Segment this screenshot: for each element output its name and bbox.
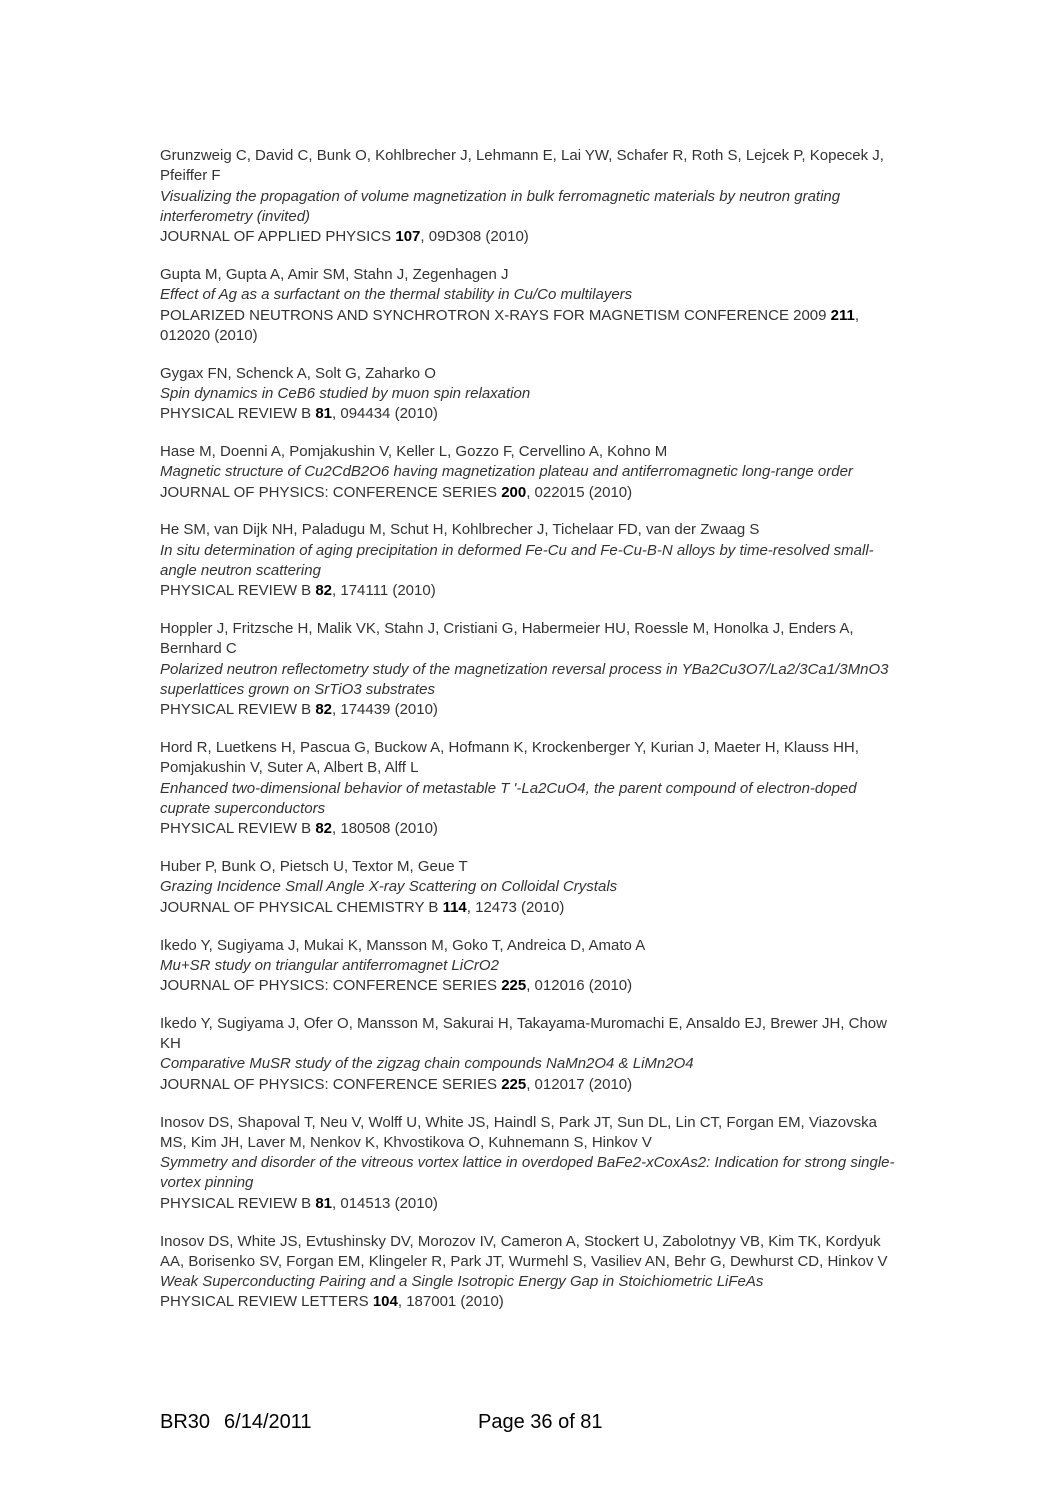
reference-pages-year: , 094434 (2010) (332, 405, 438, 423)
reference-journal: PHYSICAL REVIEW LETTERS (160, 1293, 369, 1311)
reference-entry (160, 738, 905, 839)
reference-pages-year: , 187001 (2010) (397, 1293, 504, 1311)
reference-title: Magnetic structure of Cu2CdB2O6 having magnetization plateau and antiferromagnetic long-range order (160, 463, 853, 481)
reference-authors: Ikedo Y, Sugiyama J, Ofer O, Mansson M, Sakurai H, Takayama-Muromachi E, Ansaldo EJ, Brewer JH, Chow KH (160, 1014, 887, 1053)
reference-title: Enhanced two-dimensional behavior of metastable T '-La2CuO4, the parent compound of electron-doped cuprate superconductors (160, 779, 857, 818)
reference-citation (160, 1194, 905, 1214)
reference-citation (160, 581, 905, 601)
reference-journal: PHYSICAL REVIEW B (160, 405, 312, 423)
reference-entry (160, 146, 905, 247)
reference-authors: Hase M, Doenni A, Pomjakushin V, Keller L, Gozzo F, Cervellino A, Kohno M (160, 443, 668, 461)
reference-authors: Inosov DS, Shapoval T, Neu V, Wolff U, White JS, Haindl S, Park JT, Sun DL, Lin CT, Forgan EM, Viazovska MS, Kim JH, Laver M, Nenkov K, Khvostikova O, Kuhnemann S, Hinkov V (160, 1113, 877, 1151)
reference-entry (160, 1232, 905, 1313)
page-footer (160, 1411, 905, 1437)
reference-journal: JOURNAL OF PHYSICAL CHEMISTRY B (160, 898, 439, 916)
reference-authors: Gygax FN, Schenck A, Solt G, Zaharko O (160, 364, 436, 382)
reference-pages-year: , 174111 (2010) (332, 582, 436, 600)
reference-pages-year: , 012020 (2010) (160, 306, 860, 344)
footer-page-number: Page 36 of 81 (478, 1411, 603, 1433)
reference-pages-year: , 174439 (2010) (332, 701, 438, 719)
footer-left (160, 1411, 312, 1434)
reference-citation (160, 898, 905, 918)
reference-citation (160, 1075, 905, 1095)
reference-entry (160, 265, 905, 346)
reference-entry (160, 619, 905, 720)
reference-title: Weak Superconducting Pairing and a Single Isotropic Energy Gap in Stoichiometric LiFeAs (160, 1273, 764, 1291)
reference-journal: PHYSICAL REVIEW B (160, 701, 312, 719)
reference-volume: 81 (315, 1194, 333, 1212)
reference-citation (160, 819, 905, 839)
reference-volume: 200 (501, 483, 527, 501)
reference-volume: 82 (315, 582, 333, 600)
reference-journal: PHYSICAL REVIEW B (160, 582, 312, 600)
reference-volume: 104 (372, 1293, 398, 1311)
reference-authors: Huber P, Bunk O, Pietsch U, Textor M, Geue T (160, 858, 468, 876)
reference-authors: Hord R, Luetkens H, Pascua G, Buckow A, Hofmann K, Krockenberger Y, Kurian J, Maeter H, Klauss HH, Pomjakushin V, Suter A, Albert B, Alff L (160, 739, 859, 777)
reference-entry (160, 442, 905, 503)
reference-authors: Hoppler J, Fritzsche H, Malik VK, Stahn J, Cristiani G, Habermeier HU, Roessle M, Honolka J, Enders A, Bernhard C (160, 620, 854, 658)
reference-journal: JOURNAL OF PHYSICS: CONFERENCE SERIES (160, 483, 498, 501)
reference-title: Effect of Ag as a surfactant on the thermal stability in Cu/Co multilayers (160, 286, 633, 304)
reference-authors: Grunzweig C, David C, Bunk O, Kohlbrecher J, Lehmann E, Lai YW, Schafer R, Roth S, Lejcek P, Kopecek J, Pfeiffer F (160, 147, 884, 185)
reference-entry (160, 520, 905, 601)
reference-volume: 82 (315, 820, 333, 838)
reference-citation (160, 1292, 905, 1312)
reference-journal: PHYSICAL REVIEW B (160, 1194, 312, 1212)
reference-volume: 81 (315, 405, 333, 423)
reference-journal: PHYSICAL REVIEW B (160, 820, 312, 838)
reference-authors: He SM, van Dijk NH, Paladugu M, Schut H, Kohlbrecher J, Tichelaar FD, van der Zwaag S (160, 521, 760, 539)
reference-volume: 107 (395, 228, 421, 246)
reference-title: Polarized neutron reflectometry study of the magnetization reversal process in YBa2Cu3O7/La2/3Ca1/3MnO3 superlattices grown on SrTiO3 substrates (160, 660, 889, 699)
reference-journal: JOURNAL OF PHYSICS: CONFERENCE SERIES (160, 977, 498, 995)
reference-title: Mu+SR study on triangular antiferromagnet LiCrO2 (160, 956, 499, 974)
reference-journal: JOURNAL OF PHYSICS: CONFERENCE SERIES (160, 1075, 498, 1093)
reference-citation (160, 404, 905, 424)
reference-entry (160, 857, 905, 918)
reference-list (160, 146, 905, 1330)
reference-pages-year: , 022015 (2010) (526, 483, 633, 501)
reference-volume: 225 (501, 977, 527, 995)
reference-citation (160, 306, 905, 347)
reference-citation (160, 976, 905, 996)
reference-volume: 82 (315, 701, 333, 719)
reference-citation (160, 483, 905, 503)
reference-pages-year: , 012016 (2010) (526, 977, 633, 995)
reference-entry (160, 936, 905, 997)
reference-authors: Ikedo Y, Sugiyama J, Mukai K, Mansson M, Goko T, Andreica D, Amato A (160, 936, 646, 954)
reference-volume: 211 (830, 306, 855, 324)
reference-entry (160, 1014, 905, 1095)
reference-volume: 225 (501, 1075, 527, 1093)
reference-pages-year: , 012017 (2010) (526, 1075, 633, 1093)
reference-entry (160, 364, 905, 425)
reference-citation (160, 700, 905, 720)
reference-authors: Inosov DS, White JS, Evtushinsky DV, Morozov IV, Cameron A, Stockert U, Zabolotnyy VB, Kim TK, Kordyuk AA, Borisenko SV, Forgan EM, Klingeler R, Park JT, Wurmehl S, Vasiliev AN, Behr G, Dewhurst CD, Hinkov V (160, 1232, 888, 1270)
reference-volume: 114 (442, 898, 467, 916)
reference-journal: POLARIZED NEUTRONS AND SYNCHROTRON X-RAYS FOR MAGNETISM CONFERENCE 2009 (160, 306, 827, 324)
reference-title: Comparative MuSR study of the zigzag chain compounds NaMn2O4 & LiMn2O4 (160, 1055, 694, 1073)
reference-authors: Gupta M, Gupta A, Amir SM, Stahn J, Zegenhagen J (160, 265, 509, 283)
reference-title: Symmetry and disorder of the vitreous vortex lattice in overdoped BaFe2-xCoxAs2: Indication for strong single-vortex pinning (160, 1154, 895, 1192)
reference-pages-year: , 12473 (2010) (466, 898, 565, 916)
reference-pages-year: , 09D308 (2010) (420, 228, 529, 246)
reference-entry (160, 1113, 905, 1214)
reference-title: In situ determination of aging precipitation in deformed Fe-Cu and Fe-Cu-B-N alloys by time-resolved small-angle neutron scattering (160, 541, 874, 580)
reference-title: Grazing Incidence Small Angle X-ray Scattering on Colloidal Crystals (160, 878, 618, 896)
footer-date: 6/14/2011 (224, 1411, 312, 1433)
reference-citation (160, 227, 905, 247)
reference-title: Spin dynamics in CeB6 studied by muon spin relaxation (160, 384, 531, 402)
reference-pages-year: , 014513 (2010) (332, 1194, 438, 1212)
reference-pages-year: , 180508 (2010) (332, 820, 438, 838)
reference-journal: JOURNAL OF APPLIED PHYSICS (160, 228, 392, 246)
footer-doc-id: BR30 (160, 1411, 211, 1433)
reference-title: Visualizing the propagation of volume magnetization in bulk ferromagnetic materials by neutron grating interferometry (invited) (160, 187, 841, 225)
